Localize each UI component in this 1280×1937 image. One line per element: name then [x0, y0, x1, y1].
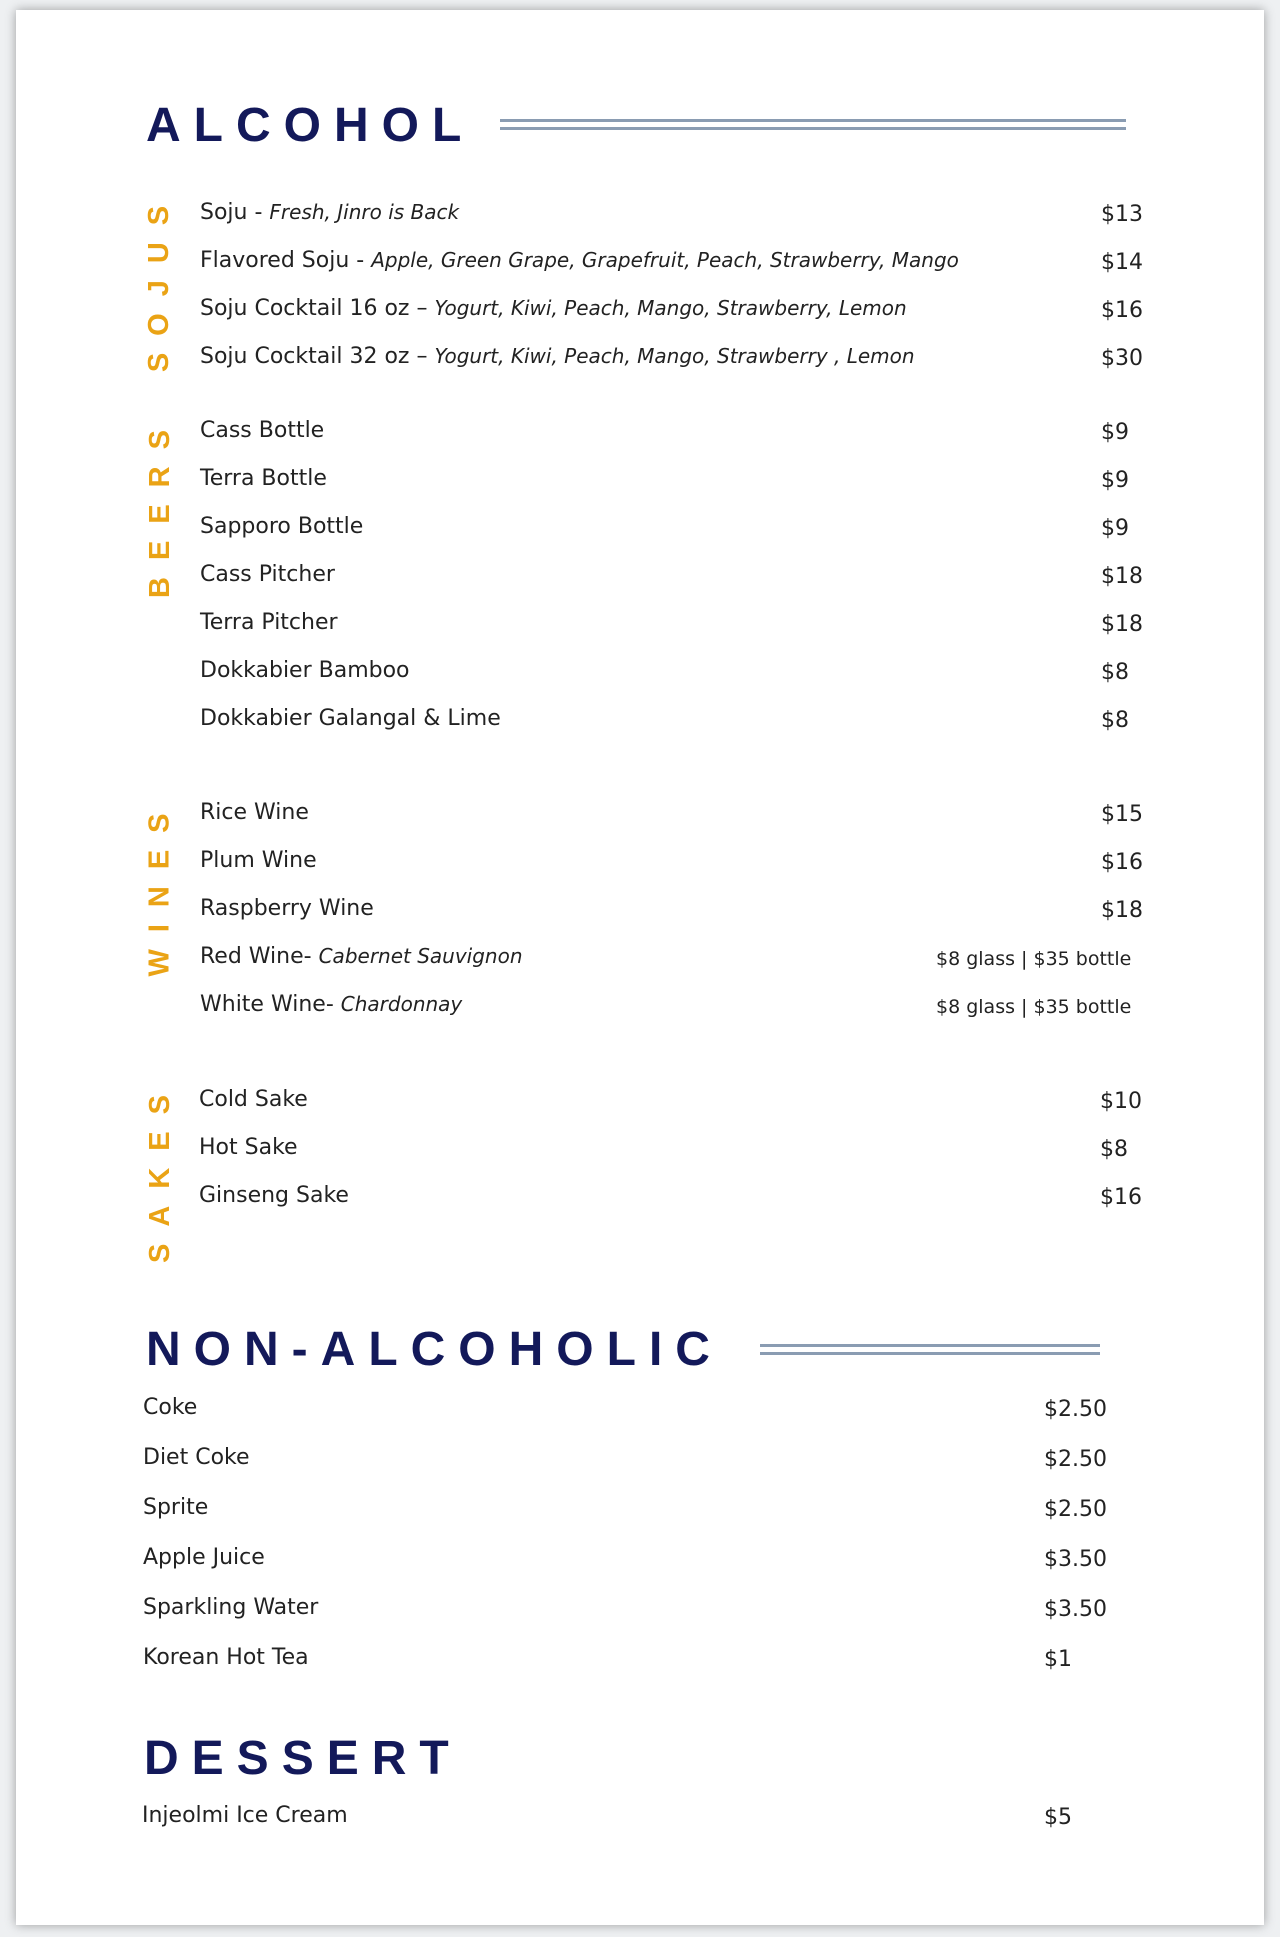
menu-item-price: $14: [1101, 250, 1143, 275]
menu-item-price: $10: [1100, 1089, 1142, 1114]
menu-item-price: $18: [1101, 898, 1143, 923]
menu-item-price: $8: [1100, 1137, 1128, 1162]
dessert-heading: DESSERT: [144, 1732, 462, 1785]
menu-item-name: Sprite: [143, 1495, 209, 1520]
menu-item-price: $2.50: [1044, 1397, 1107, 1422]
non-alcoholic-heading-rule: [760, 1344, 1100, 1356]
menu-item-name: Cass Pitcher: [200, 562, 335, 587]
menu-item-name: Soju Cocktail 32 oz – Yogurt, Kiwi, Peach, Mango, Strawberry , Lemon: [200, 344, 915, 369]
menu-item-name: Red Wine- Cabernet Sauvignon: [200, 944, 523, 969]
menu-item-name: Diet Coke: [143, 1445, 250, 1470]
menu-item-price: $8: [1101, 708, 1129, 733]
beers-section-label: BEERS: [143, 412, 176, 598]
menu-item-name: Rice Wine: [200, 800, 309, 825]
menu-item-price: $16: [1101, 850, 1143, 875]
menu-item-name: Terra Pitcher: [200, 610, 338, 635]
menu-item-name: Ginseng Sake: [199, 1183, 349, 1208]
menu-item-name: Dokkabier Bamboo: [200, 658, 410, 683]
menu-item-name: Soju Cocktail 16 oz – Yogurt, Kiwi, Peach, Mango, Strawberry, Lemon: [200, 296, 907, 321]
menu-item-name: Injeolmi Ice Cream: [142, 1803, 348, 1828]
menu-item-price: $8 glass | $35 bottle: [936, 948, 1132, 970]
menu-item-price: $18: [1101, 612, 1143, 637]
alcohol-heading-rule: [500, 119, 1126, 131]
menu-item-price: $5: [1044, 1805, 1072, 1830]
alcohol-heading: ALCOHOL: [146, 99, 475, 152]
menu-item-price: $3.50: [1044, 1547, 1107, 1572]
menu-item-name: Raspberry Wine: [200, 896, 374, 921]
menu-item-name: Terra Bottle: [200, 466, 327, 491]
menu-item-name: Dokkabier Galangal & Lime: [200, 706, 501, 731]
wines-section-label: WINES: [143, 795, 176, 977]
menu-item-price: $8: [1101, 660, 1129, 685]
menu-item-price: $9: [1101, 516, 1129, 541]
menu-item-price: $2.50: [1044, 1447, 1107, 1472]
menu-item-price: $16: [1100, 1185, 1142, 1210]
menu-item-name: Soju - Fresh, Jinro is Back: [200, 200, 460, 225]
menu-item-name: Sapporo Bottle: [200, 514, 364, 539]
menu-item-name: Apple Juice: [143, 1545, 265, 1570]
menu-item-name: Korean Hot Tea: [143, 1645, 309, 1670]
menu-item-name: Coke: [143, 1395, 198, 1420]
menu-item-price: $1: [1044, 1647, 1072, 1672]
menu-item-price: $9: [1101, 468, 1129, 493]
menu-item-price: $16: [1101, 298, 1143, 323]
menu-item-price: $9: [1101, 420, 1129, 445]
sakes-section-label: SAKES: [143, 1077, 176, 1263]
menu-item-name: Sparkling Water: [143, 1595, 319, 1620]
menu-item-name: Plum Wine: [200, 848, 317, 873]
non-alcoholic-heading: NON-ALCOHOLIC: [146, 1323, 723, 1376]
menu-item-price: $13: [1101, 202, 1143, 227]
menu-item-name: Hot Sake: [199, 1135, 298, 1160]
menu-item-name: Flavored Soju - Apple, Green Grape, Grapefruit, Peach, Strawberry, Mango: [200, 248, 959, 273]
menu-item-price: $3.50: [1044, 1597, 1107, 1622]
menu-item-price: $15: [1101, 802, 1143, 827]
menu-item-name: White Wine- Chardonnay: [200, 992, 463, 1017]
menu-item-price: $18: [1101, 564, 1143, 589]
menu-item-name: Cass Bottle: [200, 418, 325, 443]
menu-item-price: $2.50: [1044, 1497, 1107, 1522]
menu-item-price: $30: [1101, 346, 1143, 371]
sojus-section-label: SOJUS: [143, 188, 176, 372]
menu-item-name: Cold Sake: [199, 1087, 308, 1112]
menu-item-price: $8 glass | $35 bottle: [936, 996, 1132, 1018]
